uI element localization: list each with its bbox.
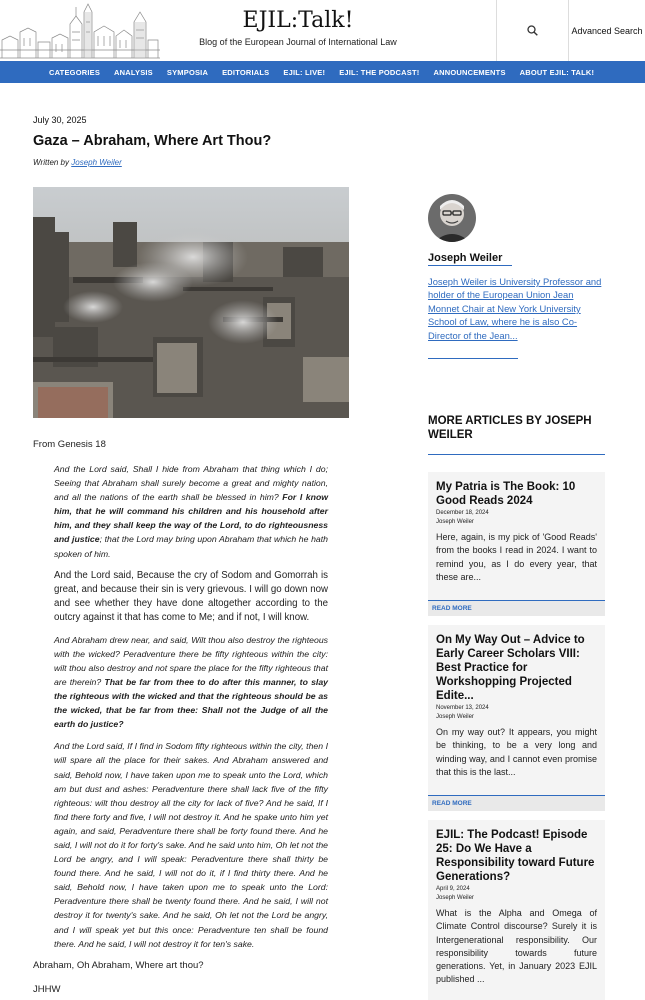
nav-item-ejil-podcast[interactable]: EJIL: THE PODCAST!	[339, 67, 420, 77]
signature: JHHW	[33, 983, 61, 995]
quote-text: And the Lord said, Shall I hide from Abraham that thing which I do; Seeing that Abraham shall surely become a great and mighty nation, and all the nations of the earth shall be blessed in him?	[54, 464, 328, 503]
article-date: July 30, 2025	[33, 115, 87, 125]
quote-paragraph	[54, 633, 328, 732]
byline	[33, 158, 122, 167]
nav-item-editorials[interactable]: EDITORIALS	[222, 67, 270, 77]
read-more-link[interactable]: READ MORE	[428, 795, 605, 811]
closing-line: Abraham, Oh Abraham, Where art thou?	[33, 959, 204, 971]
quote-text: ; that the Lord may bring upon Abraham that which he hath spoken of him.	[54, 534, 328, 559]
card-title[interactable]: On My Way Out – Advice to Early Career Scholars VIII: Best Practice for Workshopping Projected Edite...	[436, 634, 585, 702]
more-articles-heading: MORE ARTICLES BY JOSEPH WEILER	[428, 415, 592, 441]
nav-item-categories[interactable]: CATEGORIES	[49, 67, 101, 77]
main-nav	[0, 61, 645, 83]
nav-item-about[interactable]: ABOUT EJIL: TALK!	[519, 67, 595, 77]
search-icon	[527, 25, 538, 36]
card-date: December 18, 2024	[436, 510, 489, 516]
card-title[interactable]: EJIL: The Podcast! Episode 25: Do We Have a Responsibility toward Future Generations?	[436, 829, 595, 883]
divider	[428, 454, 605, 455]
intro-paragraph: From Genesis 18	[33, 439, 106, 450]
nav-item-analysis[interactable]: ANALYSIS	[114, 67, 153, 77]
quote-emphasis: For I know him, that he will command his children and his household after him, and they shall keep the way of the Lord, to do righteousness and justice	[54, 492, 329, 545]
card-author: Joseph Weiler	[436, 519, 474, 525]
quote-emphasis: That be far from thee to do after this manner, to slay the righteous with the wicked and that the righteous should be as the wicked, that be far from thee: Shall not the Judge of all the earth do justice?	[54, 676, 329, 730]
card-title[interactable]: My Patria is The Book: 10 Good Reads 2024	[436, 481, 576, 507]
article-title: Gaza – Abraham, Where Art Thou?	[33, 133, 272, 149]
card-date: November 13, 2024	[436, 705, 489, 711]
card-excerpt: Here, again, is my pick of 'Good Reads' from the books I read in 2024. I want to remind you, as I do every year, that these are...	[436, 532, 597, 582]
card-excerpt: What is the Alpha and Omega of Climate Control discourse? Surely it is Intergenerational responsibility. Our responsibility towards future generations. Yet, in January 2023 EJIL published ...	[436, 908, 597, 985]
city-skyline-logo[interactable]	[0, 2, 160, 60]
nav-item-symposia[interactable]: SYMPOSIA	[166, 67, 209, 77]
card-author: Joseph Weiler	[436, 714, 474, 720]
site-subtitle: Blog of the European Journal of International Law	[199, 37, 397, 47]
body-paragraph: And the Lord said, Because the cry of Sodom and Gomorrah is great, and because their sin is very grievous. I will go down now and see whether they have done altogether according to the outcry against it that has come to Me; and if not, I will know.	[54, 569, 328, 623]
quote-text: And Abraham drew near, and said, Wilt thou also destroy the righteous with the wicked? Peradventure there be fifty righteous within the city: wilt thou also destroy and not spare the place for the fifty righteous that are therein?	[54, 634, 328, 687]
divider	[428, 265, 512, 266]
card-excerpt: On my way out? It appears, you might be thinking, to be a very long and winding way, and I cannot even promise that this is the last...	[436, 727, 597, 777]
article-body	[33, 438, 328, 1000]
quote-paragraph	[54, 462, 328, 561]
card-date: April 9, 2024	[436, 886, 470, 892]
author-avatar[interactable]	[428, 194, 476, 242]
read-more-link[interactable]: READ MORE	[428, 600, 605, 616]
hero-image	[33, 187, 349, 418]
search-button[interactable]	[497, 0, 568, 61]
quote-paragraph: And the Lord said, If I find in Sodom fifty righteous within the city, then I will spare all the place for their sakes. And Abraham answered and said, Behold now, I have taken upon me to speak unto the Lord, which am but dust and ashes: Peradventure there shall lack five of the fifty righteous: wilt thou destroy all the city for lack of five? And he said, If I find there forty and five, I will not destroy it. And he spake unto him yet again, and said, Peradventure there shall be forty found there. And he said, I will not do it for forty's sake. And he said unto him, Oh let not the Lord be angry, and I will speak: Peradventure there shall thirty be found there. And he said, I will not do it, if I find thirty there. And he said, Behold now, I have taken upon me to speak unto the Lord: Peradventure there shall be twenty found there. And he said, I will not destroy it for twenty's sake. And he said, Oh let not the Lord be angry, and I will speak yet but this once: Peradventure ten shall be found there. And he said, I will not destroy it for ten's sake.	[54, 741, 328, 949]
site-header	[0, 0, 645, 61]
author-link[interactable]: Joseph Weiler	[71, 158, 122, 167]
article-card	[428, 625, 605, 811]
nav-item-announcements[interactable]: ANNOUNCEMENTS	[433, 67, 506, 77]
article-card	[428, 820, 605, 1000]
sidebar-author-name[interactable]: Joseph Weiler	[428, 252, 503, 264]
author-bio-link[interactable]	[428, 275, 604, 342]
advanced-search-link[interactable]: Advanced Search	[571, 25, 643, 36]
author-bio-text[interactable]: Joseph Weiler is University Professor and holder of the European Union Jean Monnet Chair at New York University School of Law, where he is also Co-Director of the Jean...	[428, 276, 602, 341]
site-title[interactable]: EJIL:Talk!	[242, 8, 354, 33]
written-by-label: Written by	[33, 158, 70, 167]
nav-item-ejil-live[interactable]: EJIL: LIVE!	[283, 67, 326, 77]
article-card	[428, 472, 605, 616]
divider	[428, 358, 518, 359]
card-author: Joseph Weiler	[436, 895, 474, 901]
